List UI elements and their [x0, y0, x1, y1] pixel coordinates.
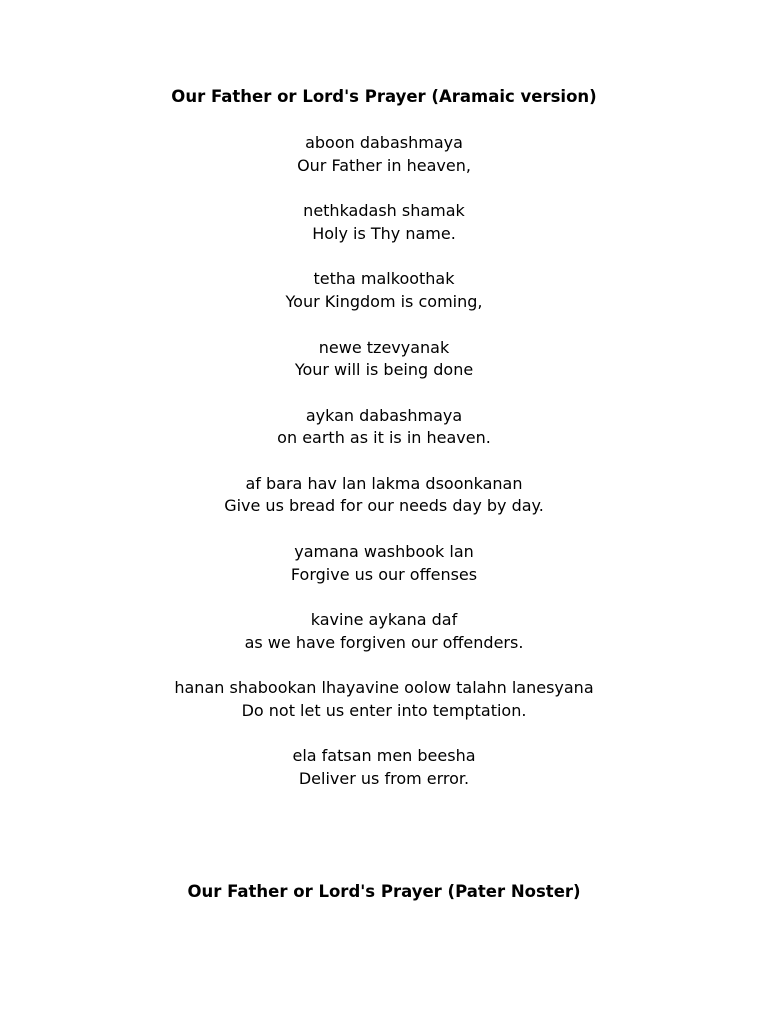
verse-5-aramaic: aykan dabashmaya [305, 406, 463, 425]
verse-3-aramaic: tetha malkoothak [313, 269, 455, 288]
verse-7-english: Forgive us our offenses [290, 565, 478, 584]
page-title: Our Father or Lord's Prayer (Aramaic version) [171, 87, 597, 106]
verse-2-english: Holy is Thy name. [312, 224, 456, 243]
verse-8-aramaic: kavine aykana daf [310, 610, 458, 629]
verse-10-aramaic: ela fatsan men beesha [292, 746, 476, 765]
verse-3-english: Your Kingdom is coming, [285, 292, 483, 311]
verse-1-aramaic: aboon dabashmaya [305, 133, 463, 152]
verse-4-english: Your will is being done [294, 360, 474, 379]
verse-10-english: Deliver us from error. [298, 769, 470, 788]
verse-4-aramaic: newe tzevyanak [318, 338, 450, 357]
verse-6-english: Give us bread for our needs day by day. [224, 496, 544, 515]
verse-7-aramaic: yamana washbook lan [294, 542, 474, 561]
verse-8-english: as we have forgiven our offenders. [244, 633, 524, 652]
section-title: Our Father or Lord's Prayer (Pater Noster) [187, 882, 581, 901]
verse-2-aramaic: nethkadash shamak [303, 201, 465, 220]
verse-9-aramaic: hanan shabookan lhayavine oolow talahn lanesyana [174, 678, 594, 697]
verse-5-english: on earth as it is in heaven. [277, 428, 491, 447]
verse-9-english: Do not let us enter into temptation. [241, 701, 527, 720]
verse-1-english: Our Father in heaven, [297, 156, 471, 175]
verse-6-aramaic: af bara hav lan lakma dsoonkanan [245, 474, 523, 493]
